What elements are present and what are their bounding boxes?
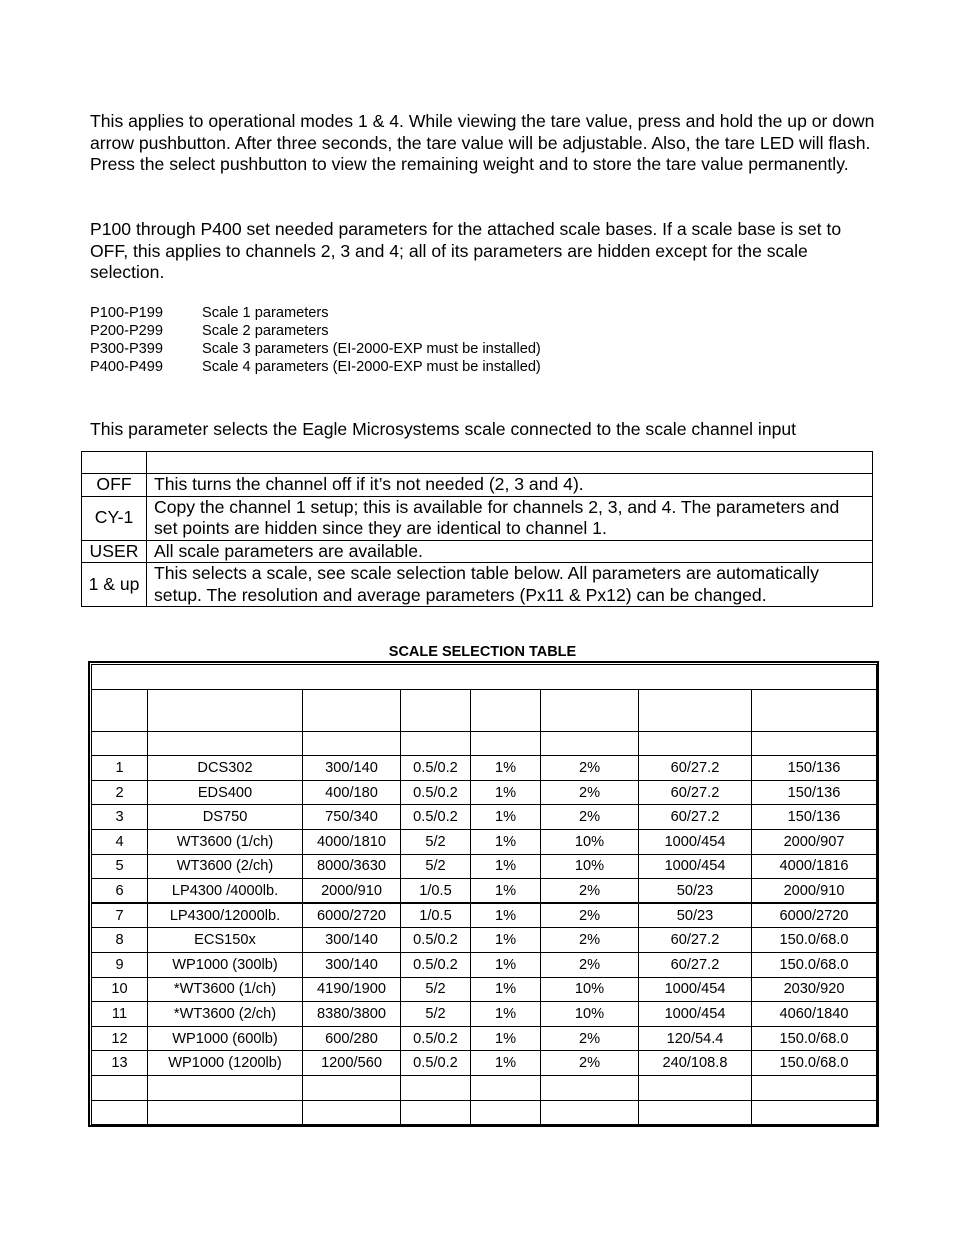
selection-cell: 2%	[541, 903, 639, 928]
selection-cell	[303, 1075, 401, 1100]
selection-cell: 1%	[471, 756, 541, 781]
option-row	[82, 474, 873, 497]
selection-cell: WP1000 (1200lb)	[148, 1051, 303, 1076]
selection-header-cell	[752, 689, 877, 731]
selection-header-cell	[303, 689, 401, 731]
selection-cell: *WT3600 (2/ch)	[148, 1002, 303, 1027]
selection-empty-row	[92, 1075, 877, 1100]
selection-header-row	[92, 689, 877, 731]
selection-cell	[148, 1100, 303, 1125]
selection-header-cell	[752, 731, 877, 756]
option-header-cell	[82, 452, 147, 474]
selection-cell	[639, 1075, 752, 1100]
scale-selection-table-frame	[88, 661, 879, 1127]
selection-header-cell	[639, 689, 752, 731]
selection-cell: 10%	[541, 977, 639, 1002]
range-code: P100-P199	[90, 305, 164, 321]
selection-cell: 6000/2720	[303, 903, 401, 928]
range-description: Scale 4 parameters (EI-2000-EXP must be installed)	[202, 359, 541, 375]
selection-cell: 1000/454	[639, 829, 752, 854]
selection-cell: 8	[92, 928, 148, 953]
selection-cell: 4000/1816	[752, 854, 877, 879]
selection-cell: 750/340	[303, 805, 401, 830]
selection-cell: 300/140	[303, 952, 401, 977]
selection-cell: 240/108.8	[639, 1051, 752, 1076]
selection-row	[92, 977, 877, 1002]
range-description: Scale 3 parameters (EI-2000-EXP must be installed)	[202, 341, 541, 357]
selection-cell: 1	[92, 756, 148, 781]
option-row	[82, 563, 873, 607]
selection-cell: 2%	[541, 780, 639, 805]
selection-header-cell	[541, 689, 639, 731]
selection-cell: 1/0.5	[401, 879, 471, 904]
selection-cell: 10%	[541, 1002, 639, 1027]
selection-cell: 13	[92, 1051, 148, 1076]
selection-cell: 50/23	[639, 879, 752, 904]
selection-header-cell	[92, 731, 148, 756]
parameters-intro-paragraph: P100 through P400 set needed parameters for the attached scale bases. If a scale base is set to OFF, this applies to channels 2, 3 and 4; all of its parameters are hidden except for the scale selection.	[90, 219, 842, 282]
selection-cell: 1000/454	[639, 1002, 752, 1027]
selection-cell: 150.0/68.0	[752, 928, 877, 953]
selection-cell: 0.5/0.2	[401, 805, 471, 830]
selection-cell: 2%	[541, 1051, 639, 1076]
selection-row	[92, 829, 877, 854]
selection-cell: 2%	[541, 952, 639, 977]
option-header-row	[82, 452, 873, 474]
selection-header-cell	[92, 689, 148, 731]
selection-cell: 150.0/68.0	[752, 1026, 877, 1051]
selection-cell: 2000/907	[752, 829, 877, 854]
selection-header-cell	[639, 731, 752, 756]
selection-row	[92, 879, 877, 904]
selection-row	[92, 1026, 877, 1051]
option-header-cell	[147, 452, 873, 474]
selection-cell: 5/2	[401, 1002, 471, 1027]
selection-cell: 0.5/0.2	[401, 928, 471, 953]
selection-cell: 150/136	[752, 805, 877, 830]
selection-cell: 10	[92, 977, 148, 1002]
selection-cell: 2%	[541, 928, 639, 953]
selection-cell: 4	[92, 829, 148, 854]
selection-header-row	[92, 731, 877, 756]
selection-cell: 8380/3800	[303, 1002, 401, 1027]
selection-header-cell	[92, 665, 877, 690]
selection-cell: 8000/3630	[303, 854, 401, 879]
selection-cell: 300/140	[303, 756, 401, 781]
selection-cell	[541, 1075, 639, 1100]
selection-cell: 1%	[471, 952, 541, 977]
option-code: 1 & up	[82, 563, 147, 607]
selection-cell: *WT3600 (1/ch)	[148, 977, 303, 1002]
selection-cell: 2000/910	[303, 879, 401, 904]
selection-header-cell	[401, 689, 471, 731]
selection-row	[92, 805, 877, 830]
option-code: USER	[82, 540, 147, 563]
selection-header-cell	[303, 731, 401, 756]
option-description: Copy the channel 1 setup; this is available for channels 2, 3, and 4. The parameters and set points are hidden since they are identical to channel 1.	[147, 496, 873, 540]
selection-cell: 11	[92, 1002, 148, 1027]
selection-cell: 120/54.4	[639, 1026, 752, 1051]
selection-row	[92, 1051, 877, 1076]
selection-cell: 5/2	[401, 977, 471, 1002]
selection-cell: DCS302	[148, 756, 303, 781]
selection-header-row	[92, 665, 877, 690]
selection-cell: ECS150x	[148, 928, 303, 953]
selection-cell: 0.5/0.2	[401, 1026, 471, 1051]
selection-row	[92, 756, 877, 781]
range-description: Scale 1 parameters	[202, 305, 329, 321]
selection-cell: 1/0.5	[401, 903, 471, 928]
selection-cell: 1%	[471, 928, 541, 953]
selection-cell: WP1000 (600lb)	[148, 1026, 303, 1051]
selection-cell	[92, 1100, 148, 1125]
selection-cell: 1%	[471, 903, 541, 928]
selection-cell	[401, 1100, 471, 1125]
selection-cell: EDS400	[148, 780, 303, 805]
selection-cell: 1000/454	[639, 977, 752, 1002]
selection-cell: 150/136	[752, 756, 877, 781]
selection-cell: 0.5/0.2	[401, 952, 471, 977]
selection-cell: 5/2	[401, 829, 471, 854]
selection-row	[92, 903, 877, 928]
scale-select-intro-paragraph: This parameter selects the Eagle Microsystems scale connected to the scale channel input	[90, 419, 797, 439]
selection-cell: 9	[92, 952, 148, 977]
selection-cell: 0.5/0.2	[401, 756, 471, 781]
selection-cell: 60/27.2	[639, 928, 752, 953]
selection-cell: 4190/1900	[303, 977, 401, 1002]
selection-cell: 10%	[541, 829, 639, 854]
selection-cell: 600/280	[303, 1026, 401, 1051]
selection-cell: 5/2	[401, 854, 471, 879]
selection-cell: 0.5/0.2	[401, 780, 471, 805]
selection-cell: 1200/560	[303, 1051, 401, 1076]
selection-row	[92, 854, 877, 879]
selection-cell	[752, 1075, 877, 1100]
selection-cell	[471, 1100, 541, 1125]
selection-cell: 300/140	[303, 928, 401, 953]
scale-option-table	[81, 451, 873, 607]
selection-cell: 3	[92, 805, 148, 830]
selection-cell: 60/27.2	[639, 952, 752, 977]
selection-cell	[303, 1100, 401, 1125]
selection-empty-row	[92, 1100, 877, 1125]
selection-row	[92, 928, 877, 953]
selection-header-cell	[471, 689, 541, 731]
selection-cell: 60/27.2	[639, 805, 752, 830]
range-code: P300-P399	[90, 341, 164, 357]
parameter-range-row	[90, 358, 541, 376]
selection-cell	[401, 1075, 471, 1100]
selection-cell: 150.0/68.0	[752, 952, 877, 977]
range-description: Scale 2 parameters	[202, 323, 329, 339]
selection-cell: 4060/1840	[752, 1002, 877, 1027]
selection-cell: 50/23	[639, 903, 752, 928]
selection-cell: 1%	[471, 977, 541, 1002]
selection-cell: 5	[92, 854, 148, 879]
selection-cell: LP4300 /4000lb.	[148, 879, 303, 904]
option-row	[82, 540, 873, 563]
selection-cell: 150/136	[752, 780, 877, 805]
selection-cell	[639, 1100, 752, 1125]
selection-header-cell	[401, 731, 471, 756]
selection-cell: 10%	[541, 854, 639, 879]
option-code: OFF	[82, 474, 147, 497]
selection-header-cell	[148, 689, 303, 731]
selection-cell: LP4300/12000lb.	[148, 903, 303, 928]
selection-cell: DS750	[148, 805, 303, 830]
selection-cell: 12	[92, 1026, 148, 1051]
selection-cell: WT3600 (1/ch)	[148, 829, 303, 854]
parameter-range-row	[90, 304, 541, 322]
selection-cell: 7	[92, 903, 148, 928]
selection-cell: 1%	[471, 805, 541, 830]
selection-cell: 1000/454	[639, 854, 752, 879]
selection-cell: 60/27.2	[639, 780, 752, 805]
option-row	[82, 496, 873, 540]
range-code: P200-P299	[90, 323, 164, 339]
selection-cell	[541, 1100, 639, 1125]
selection-cell: 2	[92, 780, 148, 805]
range-code: P400-P499	[90, 359, 164, 375]
selection-cell	[148, 1075, 303, 1100]
selection-cell: 1%	[471, 1002, 541, 1027]
parameter-range-row	[90, 322, 541, 340]
selection-cell: 2%	[541, 1026, 639, 1051]
tare-adjust-paragraph: This applies to operational modes 1 & 4. While viewing the tare value, press and hold the up or down arrow pushbutton. After three seconds, the tare value will be adjustable. Also, the tare LED will flash. Press the select pushbutton to view the remaining weight and to store the tare value permanently.	[90, 111, 875, 174]
selection-cell: 400/180	[303, 780, 401, 805]
selection-cell: 1%	[471, 1026, 541, 1051]
selection-cell	[92, 1075, 148, 1100]
option-code: CY-1	[82, 496, 147, 540]
parameter-range-list	[90, 304, 541, 376]
scale-selection-table	[91, 664, 877, 1125]
selection-row	[92, 780, 877, 805]
selection-cell: 1%	[471, 829, 541, 854]
selection-cell	[752, 1100, 877, 1125]
selection-cell: 2030/920	[752, 977, 877, 1002]
option-description: All scale parameters are available.	[147, 540, 873, 563]
selection-cell: 4000/1810	[303, 829, 401, 854]
selection-cell: 1%	[471, 854, 541, 879]
selection-cell: 2%	[541, 756, 639, 781]
parameter-range-row	[90, 340, 541, 358]
selection-cell: 2%	[541, 879, 639, 904]
selection-cell: 1%	[471, 1051, 541, 1076]
selection-cell: 2%	[541, 805, 639, 830]
selection-cell: 1%	[471, 780, 541, 805]
selection-cell: WP1000 (300lb)	[148, 952, 303, 977]
selection-cell: WT3600 (2/ch)	[148, 854, 303, 879]
selection-cell: 2000/910	[752, 879, 877, 904]
selection-header-cell	[471, 731, 541, 756]
selection-cell: 1%	[471, 879, 541, 904]
option-description: This selects a scale, see scale selection table below. All parameters are automatically setup. The resolution and average parameters (Px11 & Px12) can be changed.	[147, 563, 873, 607]
selection-row	[92, 952, 877, 977]
selection-header-cell	[541, 731, 639, 756]
selection-cell: 60/27.2	[639, 756, 752, 781]
selection-cell: 150.0/68.0	[752, 1051, 877, 1076]
selection-cell: 6	[92, 879, 148, 904]
selection-cell: 0.5/0.2	[401, 1051, 471, 1076]
option-description: This turns the channel off if it’s not needed (2, 3 and 4).	[147, 474, 873, 497]
selection-cell	[471, 1075, 541, 1100]
scale-selection-table-title: SCALE SELECTION TABLE	[388, 644, 577, 660]
selection-row	[92, 1002, 877, 1027]
selection-header-cell	[148, 731, 303, 756]
selection-cell: 6000/2720	[752, 903, 877, 928]
